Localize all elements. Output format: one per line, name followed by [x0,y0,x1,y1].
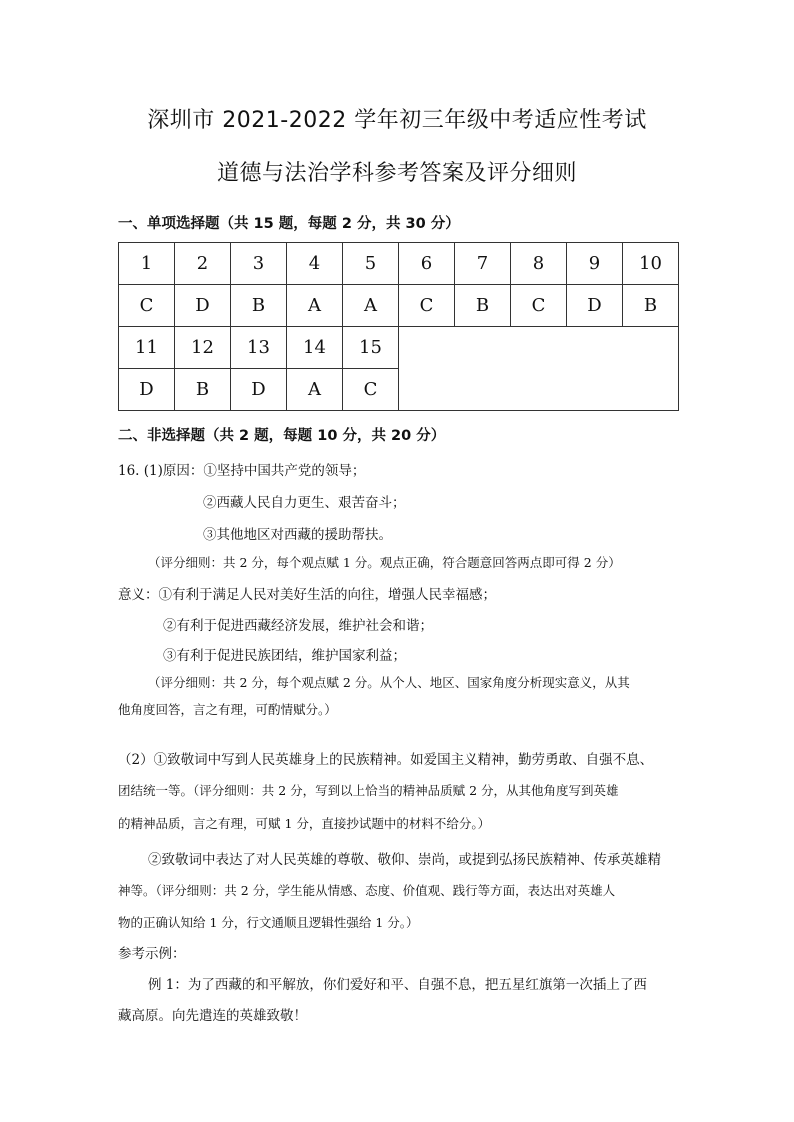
question-number: 6 [399,243,455,285]
document-subtitle: 道德与法治学科参考答案及评分细则 [216,161,577,186]
answer-cell: C [343,369,399,411]
answer-cell: C [119,285,175,327]
answer-cell: D [231,369,287,411]
question-number: 15 [343,327,399,369]
question-number: 11 [119,327,175,369]
answer-cell: D [119,369,175,411]
q2-para2-line3: 物的正确认知给 1 分，行文通顺且逻辑性强给 1 分。） [118,915,419,930]
question-number: 3 [231,243,287,285]
question-number: 12 [175,327,231,369]
q2-para1-line2: 团结统一等。（评分细则：共 2 分，写到以上恰当的精神品质赋 2 分，从其他角度写到英雄 [118,783,619,798]
q16-reason-scoring-note: （评分细则：共 2 分，每个观点赋 1 分。观点正确，符合题意回答两点即可得 2 分） [148,555,621,570]
q16-meaning-3: ③有利于促进民族团结，维护国家利益； [163,648,406,664]
reference-example-label: 参考示例： [118,946,186,962]
q16-reason-1: 16. (1)原因：①坚持中国共产党的领导； [118,463,366,479]
answer-cell: D [567,285,623,327]
answer-cell: D [175,285,231,327]
table-row-answers-1 [119,285,679,327]
empty-cell [399,327,679,411]
q16-reason-3: ③其他地区对西藏的援助帮扶。 [203,527,392,543]
answer-cell: B [623,285,679,327]
section2-heading: 二、非选择题（共 2 题，每题 10 分，共 20 分） [118,428,446,444]
answer-cell: B [175,369,231,411]
q16-meaning-2: ②有利于促进西藏经济发展，维护社会和谐； [163,618,433,634]
answer-table [118,242,679,411]
q2-para2-line1: ②致敬词中表达了对人民英雄的尊敬、敬仰、崇尚，或提到弘扬民族精神、传承英雄精 [148,852,661,868]
table-row-numbers-2 [119,327,679,369]
answer-cell: C [399,285,455,327]
answer-cell: B [231,285,287,327]
question-number: 7 [455,243,511,285]
answer-cell: A [287,285,343,327]
question-number: 4 [287,243,343,285]
answer-cell: B [455,285,511,327]
answer-cell: C [511,285,567,327]
question-number: 14 [287,327,343,369]
q2-para2-line2: 神等。（评分细则：共 2 分，学生能从情感、态度、价值观、践行等方面，表达出对英雄人 [118,883,616,898]
question-number: 1 [119,243,175,285]
q16-reason-2: ②西藏人民自力更生、艰苦奋斗； [203,495,406,511]
q2-para1-line3: 的精神品质，言之有理，可赋 1 分，直接抄试题中的材料不给分。） [118,816,491,831]
answer-cell: A [343,285,399,327]
question-number: 13 [231,327,287,369]
example-line2: 藏高原。向先遣连的英雄致敬！ [118,1008,307,1024]
q16-meaning-1: 意义：①有利于满足人民对美好生活的向往，增强人民幸福感； [118,587,496,603]
question-number: 8 [511,243,567,285]
table-row-numbers-1 [119,243,679,285]
example-line1: 例 1：为了西藏的和平解放，你们爱好和平、自强不息，把五星红旗第一次插上了西 [148,977,647,993]
question-number: 2 [175,243,231,285]
q2-para1-line1: （2）①致敬词中写到人民英雄身上的民族精神。如爱国主义精神，勤劳勇敢、自强不息、 [118,752,654,768]
section1-heading: 一、单项选择题（共 15 题，每题 2 分，共 30 分） [118,216,460,232]
question-number: 10 [623,243,679,285]
q16-meaning-scoring-note: （评分细则：共 2 分，每个观点赋 2 分。从个人、地区、国家角度分析现实意义，从其 [148,675,630,690]
question-number: 9 [567,243,623,285]
answer-cell: A [287,369,343,411]
document-title: 深圳市 2021-2022 学年初三年级中考适应性考试 [147,108,647,133]
question-number: 5 [343,243,399,285]
q16-meaning-scoring-note-cont: 他角度回答，言之有理，可酌情赋分。） [118,702,337,717]
